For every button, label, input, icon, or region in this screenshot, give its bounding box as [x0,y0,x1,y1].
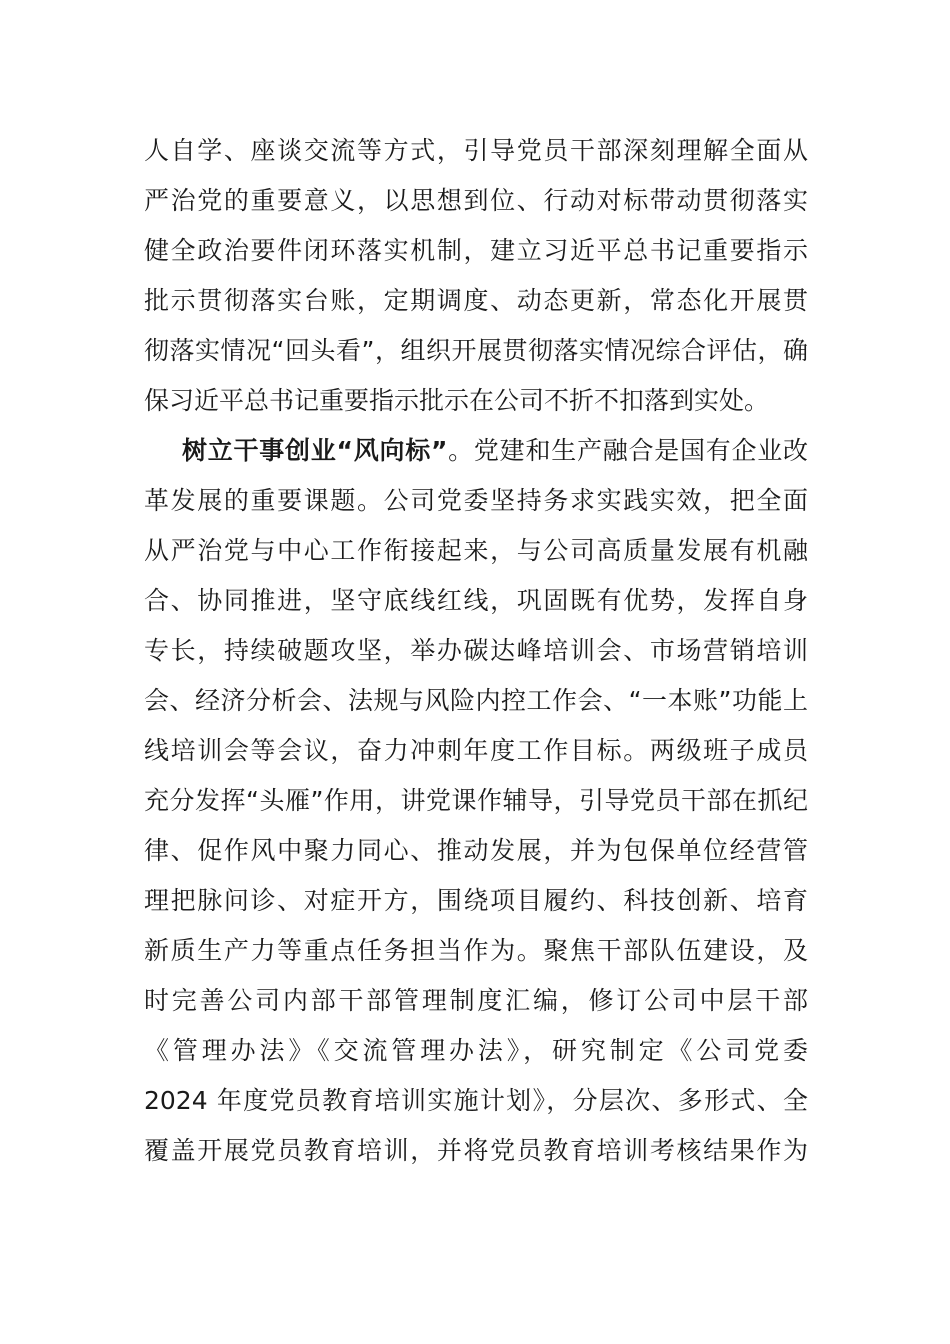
paragraph-2-line: 充分发挥“头雁”作用，讲党课作辅导，引导党员干部在抓纪 [144,786,808,815]
paragraph-2-line: 时完善公司内部干部管理制度汇编，修订公司中层干部 [144,986,808,1015]
paragraph-2-first-line-text: 。党建和生产融合是国有企业改 [447,436,808,465]
paragraph-2-line: 合、协同推进，坚守底线红线，巩固既有优势，发挥自身 [144,586,808,615]
paragraph-1-line: 保习近平总书记重要指示批示在公司不折不扣落到实处。 [144,386,770,415]
paragraph-1-line: 彻落实情况“回头看”，组织开展贯彻落实情况综合评估，确 [144,336,808,365]
paragraph-2-first-line [144,426,808,476]
paragraph-2-line: 革发展的重要课题。公司党委坚持务求实践实效，把全面 [144,486,808,515]
paragraph-1 [144,126,808,426]
paragraph-2 [144,426,808,1176]
paragraph-2-line: 理把脉问诊、对症开方，围绕项目履约、科技创新、培育 [144,886,808,915]
paragraph-1-line: 批示贯彻落实台账，定期调度、动态更新，常态化开展贯 [144,286,808,315]
paragraph-2-line: 线培训会等会议，奋力冲刺年度工作目标。两级班子成员 [144,736,808,765]
paragraph-2-line: 专长，持续破题攻坚，举办碳达峰培训会、市场营销培训 [144,636,808,665]
paragraph-1-line: 严治党的重要意义，以思想到位、行动对标带动贯彻落实 [144,186,808,215]
document-body [144,126,808,1176]
paragraph-2-line: 《管理办法》《交流管理办法》，研究制定《公司党委 [144,1036,808,1065]
paragraph-2-line: 从严治党与中心工作衔接起来，与公司高质量发展有机融 [144,536,808,565]
paragraph-2-line: 2024 年度党员教育培训实施计划》，分层次、多形式、全 [144,1086,808,1115]
paragraph-2-line: 覆盖开展党员教育培训，并将党员教育培训考核结果作为 [144,1136,808,1165]
paragraph-2-line: 新质生产力等重点任务担当作为。聚焦干部队伍建设，及 [144,936,808,965]
paragraph-1-line: 人自学、座谈交流等方式，引导党员干部深刻理解全面从 [144,136,808,165]
paragraph-2-line: 会、经济分析会、法规与风险内控工作会、“一本账”功能上 [144,686,808,715]
paragraph-2-line: 律、促作风中聚力同心、推动发展，并为包保单位经营管 [144,836,808,865]
paragraph-2-heading: 树立干事创业“风向标” [182,436,448,465]
paragraph-1-line: 健全政治要件闭环落实机制，建立习近平总书记重要指示 [144,236,808,265]
